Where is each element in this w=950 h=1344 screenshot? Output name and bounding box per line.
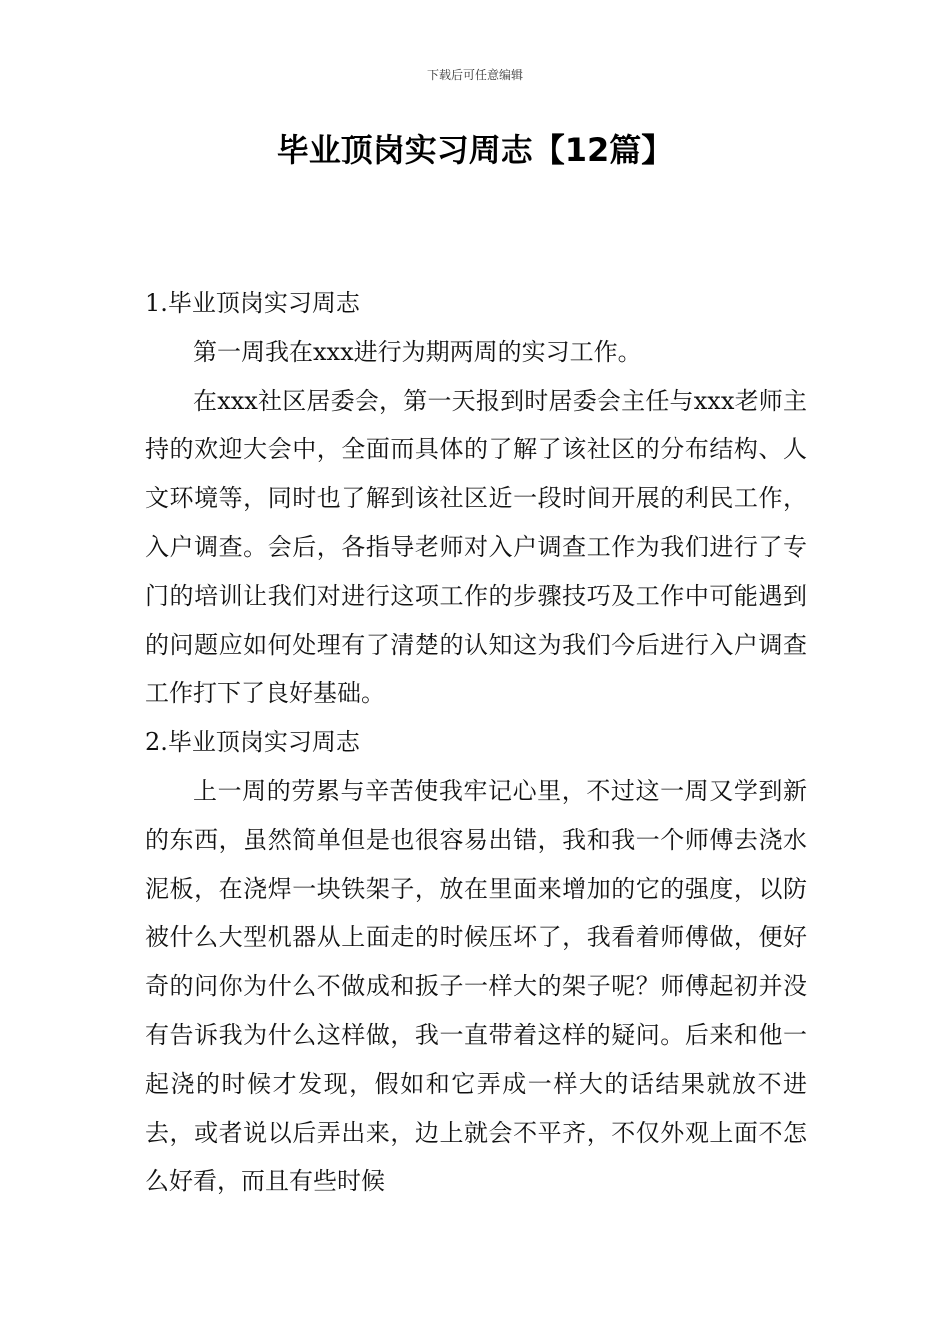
paragraph: 第一周我在xxx进行为期两周的实习工作。	[193, 337, 642, 366]
section-heading-1: 1.毕业顶岗实习周志	[145, 289, 360, 317]
section-heading-2: 2.毕业顶岗实习周志	[145, 728, 360, 757]
document-body	[145, 279, 807, 1206]
paragraph: 上一周的劳累与辛苦使我牢记心里，不过这一周又学到新的东西，虽然简单但是也很容易出错，我和我一个师傅去浇水泥板，在浇焊一块铁架子，放在里面来增加的它的强度，以防被什么大型机器从上面走的时候压坏了，我看着师傅做，便好奇的问你为什么不做成和扳子一样大的架子呢？师傅起初并没有告诉我为什么这样做，我一直带着这样的疑问。后来和他一起浇的时候才发现，假如和它弄成一样大的话结果就放不进去，或者说以后弄出来，边上就会不平齐，不仅外观上面不怎么好看，而且有些时候	[145, 776, 807, 1196]
paragraph: 在xxx社区居委会，第一天报到时居委会主任与xxx老师主持的欢迎大会中，全面而具体的了解了该社区的分布结构、人文环境等，同时也了解到该社区近一段时间开展的利民工作，入户调查。会后，各指导老师对入户调查工作为我们进行了专门的培训让我们对进行这项工作的步骤技巧及工作中可能遇到的问题应如何处理有了清楚的认知这为我们今后进行入户调查工作打下了良好基础。	[145, 386, 807, 708]
document-title: 毕业顶岗实习周志【12篇】	[276, 131, 674, 169]
header-note: 下载后可任意编辑	[426, 68, 523, 82]
